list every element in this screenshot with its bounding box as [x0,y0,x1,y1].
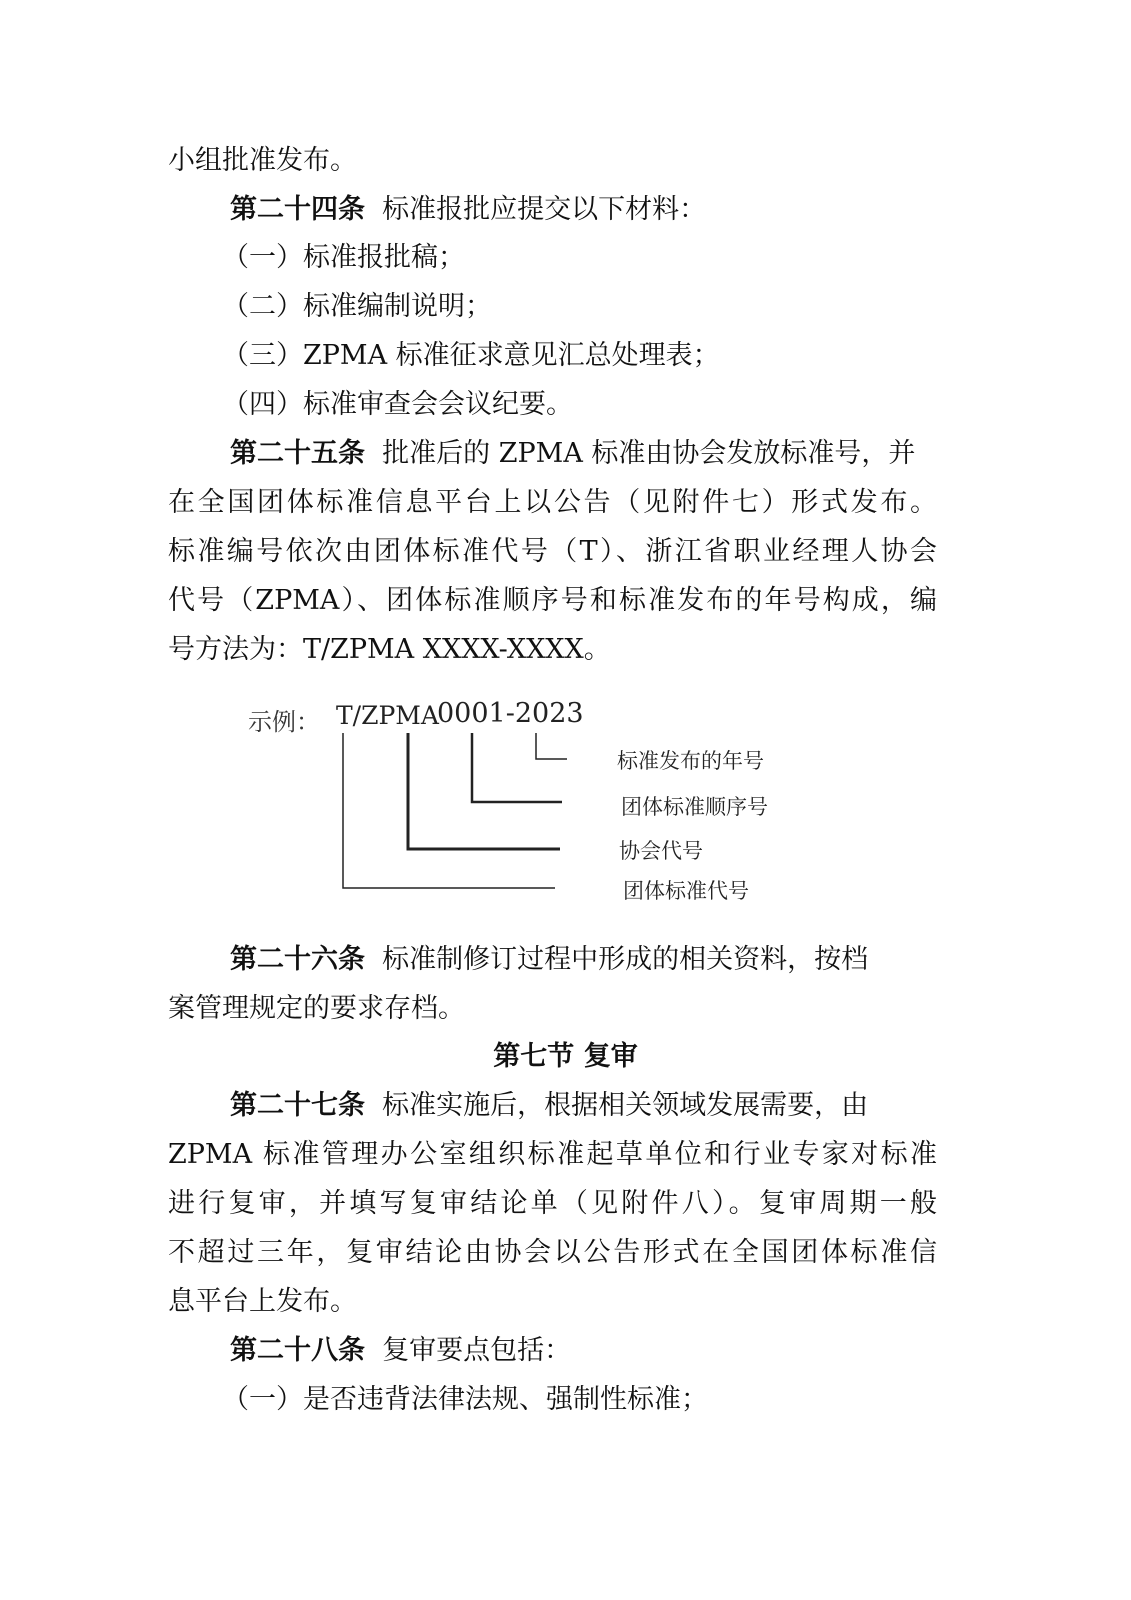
text-line: 在全国团体标准信息平台上以公告（见附件七）形式发布。 [168,487,937,518]
list-item: （一）是否违背法律法规、强制性标准； [222,1384,708,1415]
article-26 [230,940,868,980]
text-line: 标准编号依次由团体标准代号（T）、浙江省职业经理人协会 [168,536,937,567]
article-27 [230,1086,868,1126]
article-text: 标准报批应提交以下材料： [382,194,707,225]
article-text: 标准实施后，根据相关领域发展需要，由 [382,1090,869,1121]
list-item: （三）ZPMA 标准征求意见汇总处理表； [222,340,720,371]
text-line: 进行复审，并填写复审结论单（见附件八）。复审周期一般 [168,1188,937,1219]
text-line: 号方法为：T/ZPMA XXXX-XXXX。 [168,634,611,665]
connector-association-code [408,733,560,849]
list-item: （一）标准报批稿； [222,242,465,273]
article-text: 标准制修订过程中形成的相关资料，按档 [382,944,869,975]
list-item: （二）标准编制说明； [222,291,492,322]
label-group: 团体标准代号 [623,879,749,903]
article-28 [230,1331,571,1371]
connector-group-code [343,733,555,888]
connector-sequence-number [472,733,562,802]
text-line: 代号（ZPMA）、团体标准顺序号和标准发布的年号构成，编 [168,585,937,616]
article-heading: 第二十八条 [230,1335,365,1366]
article-heading: 第二十四条 [230,194,365,225]
section-title: 第七节 复审 [493,1041,638,1072]
text-line: 不超过三年，复审结论由协会以公告形式在全国团体标准信 [168,1237,937,1268]
list-item: （四）标准审查会会议纪要。 [222,389,573,420]
example-label: 示例： [248,708,320,736]
label-association: 协会代号 [619,839,703,863]
article-heading: 第二十六条 [230,944,365,975]
text-line: 小组批准发布。 [168,145,357,176]
text-line: 案管理规定的要求存档。 [168,993,465,1024]
article-text: 批准后的 ZPMA 标准由协会发放标准号，并 [382,438,916,469]
article-heading: 第二十七条 [230,1090,365,1121]
example-code-prefix: T/ZPMA [336,701,439,730]
article-heading: 第二十五条 [230,438,365,469]
label-sequence: 团体标准顺序号 [621,795,768,819]
label-year: 标准发布的年号 [617,749,764,773]
example-code-number: 0001-2023 [437,698,584,729]
article-text: 复审要点包括： [382,1335,572,1366]
connector-year [536,733,567,759]
text-line: 息平台上发布。 [168,1286,357,1317]
text-line: ZPMA 标准管理办公室组织标准起草单位和行业专家对标准 [168,1139,937,1170]
